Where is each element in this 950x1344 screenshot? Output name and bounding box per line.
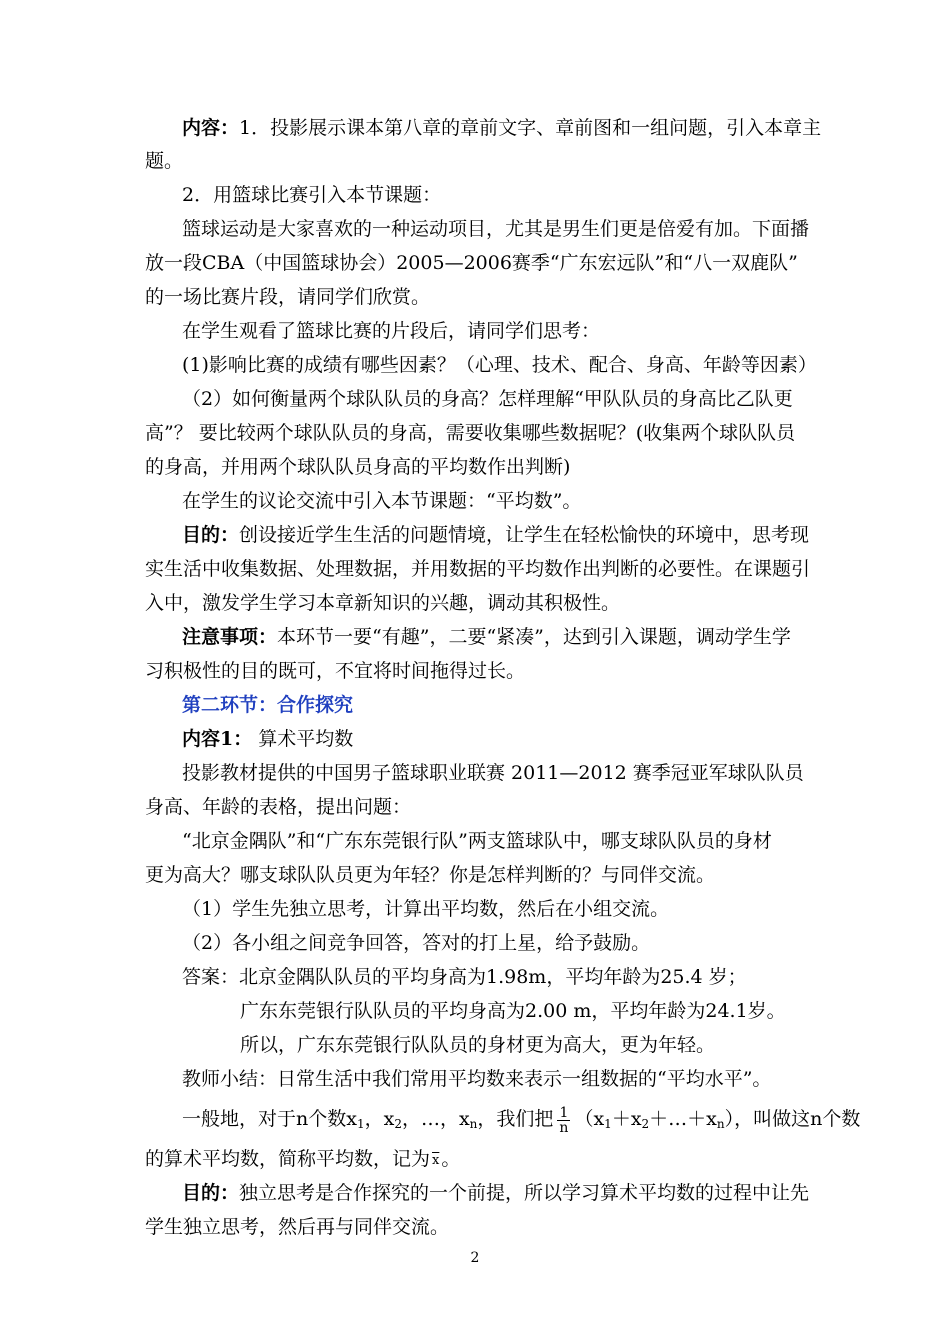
- subscript: 2: [641, 1117, 650, 1131]
- fraction-numerator: 1: [557, 1106, 570, 1121]
- subscript: 1: [356, 1117, 365, 1131]
- purpose-2-text: 独立思考是合作探究的一个前提，所以学习算术平均数的过程中让先: [239, 1182, 810, 1204]
- question-2-line-2: 高”？ 要比较两个球队队员的身高，需要收集哪些数据呢？(收集两个球队队员: [145, 422, 796, 444]
- subscript: n: [716, 1117, 725, 1131]
- definition-text: ），叫做这n个数: [724, 1108, 861, 1130]
- definition-text: 一般地，对于n个数x: [182, 1108, 357, 1130]
- content-paragraph-1: [182, 115, 821, 141]
- definition-text: 。: [441, 1148, 461, 1170]
- question-2-line-3: 的身高，并用两个球队队员身高的平均数作出判断): [145, 456, 571, 478]
- purpose-2-paragraph-1: [182, 1180, 809, 1206]
- subscript: 1: [604, 1117, 612, 1131]
- question-teams-2: 更为高大？哪支球队队员更为年轻？你是怎样判断的？与同伴交流。: [145, 864, 716, 886]
- page-number: 2: [470, 1250, 480, 1266]
- paragraph-basketball-1: 篮球运动是大家喜欢的一种运动项目，尤其是男生们更是倍爱有加。下面播: [182, 218, 810, 240]
- question-2-line-1: （2）如何衡量两个球队队员的身高？怎样理解“甲队队员的身高比乙队更: [182, 388, 793, 410]
- subscript: 2: [394, 1117, 402, 1131]
- purpose-2-paragraph-2: 学生独立思考，然后再与同伴交流。: [145, 1216, 450, 1238]
- paragraph-topic: 在学生的议论交流中引入本节课题：“平均数”。: [182, 490, 582, 512]
- purpose-2-label: 目的：: [182, 1182, 240, 1204]
- notes-label: 注意事项：: [182, 626, 278, 648]
- purpose-text: 创设接近学生生活的问题情境，让学生在轻松愉快的环境中，思考现: [239, 524, 810, 546]
- answer-line-2: 广东东莞银行队队员的平均身高为2.00 m，平均年龄为24.1岁。: [240, 1000, 786, 1022]
- step-1: （1）学生先独立思考，计算出平均数，然后在小组交流。: [182, 898, 670, 920]
- paragraph-table-2: 身高、年龄的表格，提出问题：: [145, 796, 412, 818]
- section-heading: 第二环节：合作探究: [182, 694, 354, 716]
- x-bar-symbol: $\overline{x}$: [432, 1153, 440, 1168]
- purpose-paragraph-2: 实生活中收集数据、处理数据，并用数据的平均数作出判断的必要性。在课题引: [145, 558, 811, 580]
- content-1-heading: [182, 726, 353, 752]
- item-2: 2．用篮球比赛引入本节课题：: [182, 184, 442, 206]
- purpose-paragraph-3: 入中，激发学生学习本章新知识的兴趣，调动其积极性。: [145, 592, 621, 614]
- answer-line-3: 所以，广东东莞银行队队员的身材更为高大，更为年轻。: [240, 1034, 716, 1056]
- content-paragraph-1-cont: 题。: [145, 150, 184, 172]
- fraction: [557, 1106, 570, 1135]
- definition-text: ，我们把: [477, 1108, 554, 1130]
- definition-text: ，…，x: [401, 1108, 470, 1130]
- notes-paragraph-1: [182, 624, 791, 650]
- definition-text: 的算术平均数，简称平均数，记为: [145, 1148, 431, 1170]
- content-label: 内容：: [182, 117, 240, 139]
- definition-line-1: [182, 1099, 860, 1144]
- paragraph-think: 在学生观看了篮球比赛的片段后，请同学们思考：: [182, 320, 601, 342]
- question-teams-1: “北京金隅队”和“广东东莞银行队”两支篮球队中，哪支球队队员的身材: [182, 830, 772, 852]
- step-2: （2）各小组之间竞争回答，答对的打上星，给予鼓励。: [182, 932, 651, 954]
- content-1-title: 算术平均数: [252, 728, 354, 750]
- definition-text: ＋…＋x: [649, 1108, 717, 1130]
- content-text: 1．投影展示课本第八章的章前文字、章前图和一组问题，引入本章主: [239, 117, 822, 139]
- teacher-summary: 教师小结：日常生活中我们常用平均数来表示一组数据的“平均水平”。: [182, 1068, 772, 1090]
- subscript: n: [469, 1117, 478, 1131]
- question-1: (1)影响比赛的成绩有哪些因素？（心理、技术、配合、身高、年龄等因素）: [182, 354, 817, 376]
- definition-text: ＋x: [611, 1108, 642, 1130]
- notes-paragraph-2: 习积极性的目的既可，不宜将时间拖得过长。: [145, 660, 526, 682]
- purpose-paragraph-1: [182, 522, 809, 548]
- fraction-denominator: n: [559, 1119, 569, 1136]
- answer-line-1: 答案：北京金隅队队员的平均身高为1.98m，平均年龄为25.4 岁；: [182, 966, 747, 988]
- paragraph-basketball-2: 放一段CBA（中国篮球协会）2005—2006赛季“广东宏远队”和“八一双鹿队”: [145, 252, 798, 274]
- definition-text: ，x: [364, 1108, 395, 1130]
- definition-line-2: [145, 1146, 460, 1174]
- content-1-label: 内容1：: [182, 728, 253, 750]
- definition-text: （x: [574, 1108, 605, 1130]
- purpose-label: 目的：: [182, 524, 240, 546]
- paragraph-basketball-3: 的一场比赛片段，请同学们欣赏。: [145, 286, 431, 308]
- paragraph-table-1: 投影教材提供的中国男子篮球职业联赛 2011—2012 赛季冠亚军球队队员: [182, 762, 804, 784]
- notes-text: 本环节一要“有趣”，二要“紧凑”，达到引入课题，调动学生学: [277, 626, 791, 648]
